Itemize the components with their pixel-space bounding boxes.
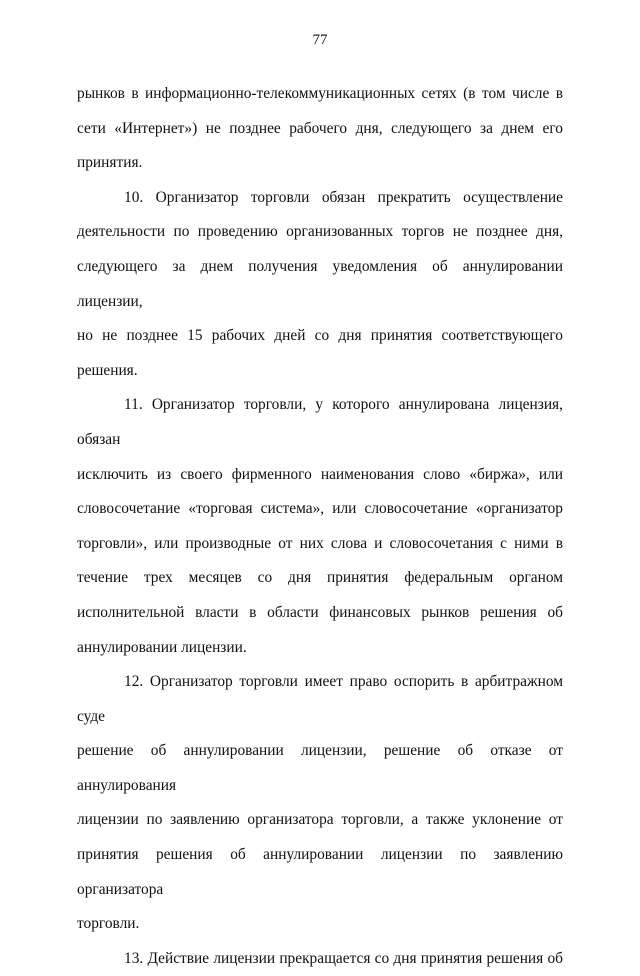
text-line: 12. Организатор торговли имеет право оспорить в арбитражном суде — [77, 673, 563, 725]
text-line: следующего за днем получения уведомления об аннулировании лицензии, — [77, 257, 563, 310]
text-line: торговли», или производные от них слова и словосочетания с ними в — [77, 534, 563, 552]
text-line: деятельности по проведению организованных торгов не позднее дня, — [77, 223, 563, 241]
document-body — [77, 77, 563, 976]
text-line: торговли. — [77, 915, 140, 933]
text-line: словосочетание «торговая система», или словосочетание «организатор — [77, 500, 563, 518]
text-line: принятия решения об аннулировании лицензии по заявлению организатора — [77, 846, 563, 898]
text-line: решение об аннулировании лицензии, решение об отказе от аннулирования — [77, 742, 563, 794]
text-line: 13. Действие лицензии прекращается со дня принятия решения об — [124, 949, 563, 967]
text-line: сети «Интернет») не позднее рабочего дня, следующего за днем его — [77, 119, 563, 137]
paragraph-continuation — [77, 77, 563, 181]
text-line: исключить из своего фирменного наименования слово «биржа», или — [77, 465, 563, 483]
paragraph-13 — [77, 942, 563, 976]
text-line: рынков в информационно-телекоммуникационных сетях (в том числе в — [77, 85, 563, 102]
text-line: течение трех месяцев со дня принятия федеральным органом — [77, 569, 563, 587]
text-line: но не позднее 15 рабочих дней со дня принятия соответствующего — [77, 327, 563, 345]
text-line: исполнительной власти в области финансовых рынков решения об — [77, 603, 563, 621]
paragraph-12 — [77, 665, 563, 942]
text-line: аннулировании лицензии. — [77, 638, 247, 656]
paragraph-10 — [77, 181, 563, 389]
text-line: 10. Организатор торговли обязан прекратить осуществление — [124, 188, 563, 206]
text-line: 11. Организатор торговли, у которого аннулирована лицензия, обязан — [77, 396, 563, 448]
text-line: лицензии по заявлению организатора торговли, а также уклонение от — [77, 811, 563, 829]
page-number: 77 — [312, 32, 328, 48]
text-line: принятия. — [77, 154, 143, 172]
paragraph-11 — [77, 388, 563, 665]
text-line: решения. — [77, 361, 138, 379]
